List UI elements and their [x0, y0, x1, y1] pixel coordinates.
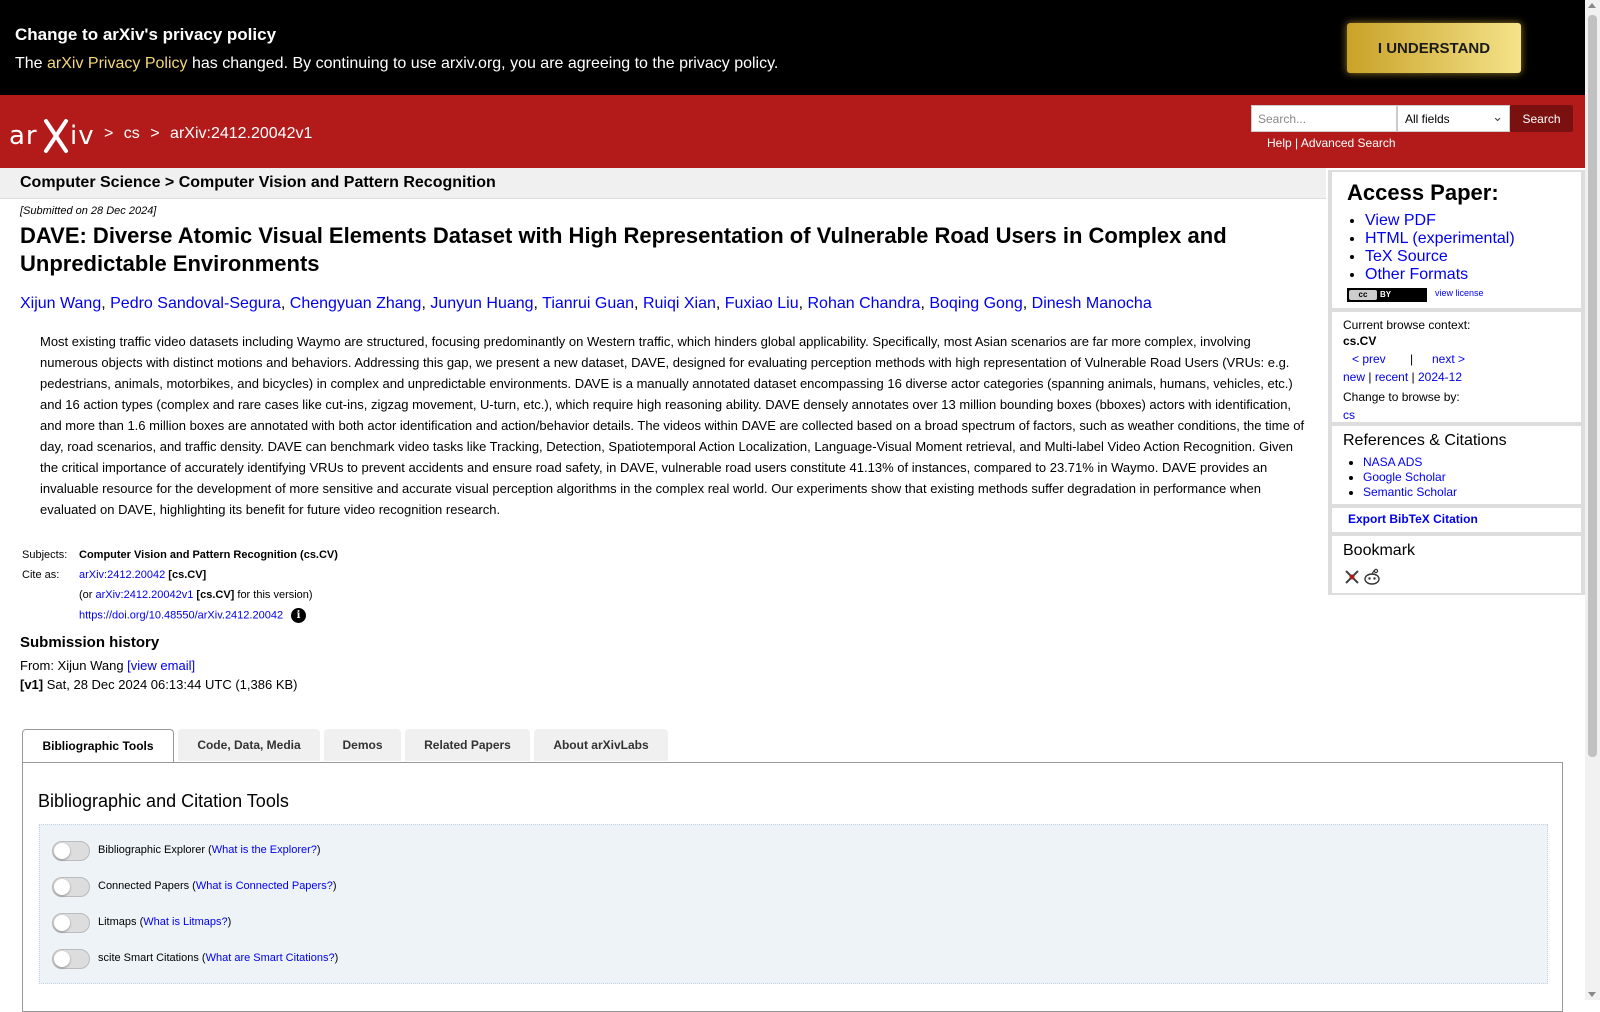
- submission-version: [20, 677, 298, 692]
- tab-about-arxivlabs[interactable]: About arXivLabs: [534, 729, 668, 761]
- semantic-scholar-link[interactable]: Semantic Scholar: [1363, 485, 1458, 499]
- bibsonomy-icon[interactable]: [1343, 568, 1361, 586]
- view-license-link[interactable]: view license: [1435, 288, 1484, 298]
- author-list: Xijun Wang, Pedro Sandoval-Segura, Chengyuan Zhang, Junyun Huang, Tianrui Guan, Ruiqi Xian, Fuxiao Liu, Rohan Chandra, Boqing Gong, Dinesh Manocha: [20, 295, 1152, 312]
- cite-version-category: [cs.CV]: [196, 589, 235, 601]
- privacy-policy-link[interactable]: arXiv Privacy Policy: [47, 55, 188, 72]
- author-link[interactable]: Boqing Gong: [929, 295, 1023, 312]
- version-date: Sat, 28 Dec 2024 06:13:44 UTC (1,386 KB): [43, 677, 298, 692]
- breadcrumb-sep: >: [104, 125, 114, 142]
- help-link[interactable]: Help: [1267, 136, 1292, 150]
- privacy-text-after: has changed. By continuing to use arxiv.org, you are agreeing to the privacy policy.: [187, 55, 779, 72]
- submission-history-title: Submission history: [20, 634, 160, 651]
- doi-link[interactable]: https://doi.org/10.48550/arXiv.2412.20042: [79, 609, 284, 622]
- nasa-ads-link[interactable]: NASA ADS: [1363, 455, 1423, 469]
- version-label: [v1]: [20, 677, 44, 692]
- submission-from: [20, 658, 195, 673]
- access-paper-box: [1332, 172, 1581, 308]
- search-help-links: [1267, 136, 1396, 150]
- metadata-table: [20, 545, 340, 626]
- tool-name: scite Smart Citations: [98, 952, 199, 964]
- tex-source-link[interactable]: TeX Source: [1365, 248, 1448, 265]
- breadcrumb-cs[interactable]: cs: [123, 125, 140, 142]
- info-icon[interactable]: i: [291, 608, 306, 623]
- breadcrumb-paper-id: arXiv:2412.20042v1: [170, 125, 313, 142]
- export-box: [1332, 508, 1581, 532]
- paper-title: DAVE: Diverse Atomic Visual Elements Dataset with High Representation of Vulnerable Road Users in Complex and Unpredictable Environments: [20, 223, 1227, 276]
- cite-as-label: Cite as:: [22, 569, 60, 581]
- arxiv-logo[interactable]: [8, 115, 100, 155]
- cite-category: [cs.CV]: [168, 569, 207, 581]
- change-browse-label: Change to browse by:: [1343, 390, 1460, 404]
- author-link[interactable]: Fuxiao Liu: [724, 295, 799, 312]
- bookmark-title: Bookmark: [1343, 542, 1416, 559]
- view-email-link[interactable]: [view email]: [127, 658, 196, 673]
- author-link[interactable]: Chengyuan Zhang: [289, 295, 422, 312]
- privacy-text-before: The: [15, 55, 48, 72]
- bookmark-box: [1332, 536, 1581, 593]
- search-input[interactable]: Search...: [1251, 105, 1397, 132]
- category-subheader: [0, 168, 1326, 199]
- cite-version-link[interactable]: arXiv:2412.20042v1: [95, 589, 194, 601]
- cc-badge-label: BY: [1380, 290, 1392, 299]
- tab-bibliographic-tools[interactable]: Bibliographic Tools: [22, 729, 174, 763]
- references-title: References & Citations: [1343, 432, 1507, 449]
- subjects-value: Computer Vision and Pattern Recognition (cs.CV): [79, 549, 338, 561]
- cc-icon: cc: [1349, 290, 1377, 300]
- cite-version-suffix: for this version): [234, 589, 313, 601]
- author-link[interactable]: Pedro Sandoval-Segura: [110, 295, 281, 312]
- connected-papers-toggle[interactable]: [52, 877, 90, 897]
- browse-context-label: Current browse context:: [1343, 318, 1471, 332]
- submission-dateline: [Submitted on 28 Dec 2024]: [20, 205, 157, 217]
- help-sep: |: [1291, 136, 1301, 150]
- search-field-value: All fields: [1405, 112, 1450, 126]
- litmaps-toggle[interactable]: [52, 913, 90, 933]
- abstract: Most existing traffic video datasets including Waymo are structured, focusing predominantly on Western traffic, which hinders global applicability. Specifically, most Asian scenarios are far more complex, involving numerous objects with distinct motions and behaviors. Addressing this gap, we present a new dataset, DAVE, designed for evaluating perception methods with high representation of Vulnerable Road Users (VRUs: e.g. pedestrians, animals, motorbikes, and bicycles) in complex and unpredictable environments. DAVE is a manually annotated dataset encompassing 16 diverse actor categories (spanning animals, humans, vehicles, etc.) and 16 action types (complex and rare cases like cut-ins, zigzag movement, U-turn, etc.), which require high reasoning ability. DAVE densely annotates over 13 million bounding boxes (bboxes) actors with identification, and more than 1.6 million boxes are annotated with both actor identification and action/behavior details. The videos within DAVE are collected based on a broad spectrum of factors, such as weather conditions, the time of day, road scenarios, and traffic density. DAVE can benchmark video tasks like Tracking, Detection, Spatiotemporal Action Localization, Language-Visual Moment retrieval, and Multi-label Video Action Recognition. Given the critical importance of accurately identifying VRUs to prevent accidents and ensure road safety, in DAVE, vulnerable road users constitute 41.13% of instances, compared to 23.71% in Waymo. DAVE provides an invaluable resource for the development of more sensitive and accurate visual perception algorithms in the complex real world. Our experiments show that existing methods suffer degradation in performance when evaluated on DAVE, highlighting its benefit for future video recognition research.: [40, 334, 1305, 517]
- export-bibtex-link[interactable]: Export BibTeX Citation: [1348, 512, 1478, 526]
- chevron-down-icon: ⌄: [1492, 109, 1503, 124]
- author-link[interactable]: Xijun Wang: [20, 295, 102, 312]
- scroll-down-icon[interactable]: [1588, 992, 1596, 997]
- search-button[interactable]: Search: [1510, 105, 1573, 132]
- browse-cs-link[interactable]: cs: [1343, 408, 1355, 422]
- author-link[interactable]: Junyun Huang: [430, 295, 534, 312]
- privacy-banner-title: Change to arXiv's privacy policy: [15, 25, 277, 44]
- reddit-icon[interactable]: [1363, 568, 1381, 586]
- category-breadcrumb: Computer Science > Computer Vision and Pattern Recognition: [20, 174, 496, 191]
- new-link[interactable]: new: [1343, 370, 1366, 384]
- author-link[interactable]: Rohan Chandra: [807, 295, 921, 312]
- svg-text:iv: iv: [70, 121, 95, 151]
- prev-link[interactable]: < prev: [1352, 352, 1386, 366]
- privacy-banner-text: [15, 55, 778, 73]
- prev-next-sep: |: [1410, 352, 1414, 366]
- tool-name: Bibliographic Explorer: [98, 844, 205, 856]
- tool-info-link[interactable]: What are Smart Citations?: [205, 952, 335, 964]
- tab-demos[interactable]: Demos: [324, 729, 401, 761]
- author-link[interactable]: Tianrui Guan: [542, 295, 635, 312]
- tool-name: Connected Papers: [98, 880, 190, 892]
- advanced-search-link[interactable]: Advanced Search: [1300, 136, 1396, 150]
- scite-toggle[interactable]: [52, 949, 90, 969]
- recent-link[interactable]: recent: [1374, 370, 1409, 384]
- month-link[interactable]: 2024-12: [1417, 370, 1463, 384]
- breadcrumb: [104, 125, 318, 143]
- page-scrollbar[interactable]: [1585, 0, 1600, 1000]
- cc-license-badge[interactable]: [1347, 288, 1427, 302]
- tab-panel-title: Bibliographic and Citation Tools: [38, 791, 289, 811]
- scroll-up-icon[interactable]: [1588, 3, 1596, 8]
- breadcrumb-sep: >: [150, 125, 160, 142]
- tool-info-link[interactable]: What is the Explorer?: [211, 844, 317, 856]
- cite-id-link[interactable]: arXiv:2412.20042: [79, 569, 166, 581]
- other-formats-link[interactable]: Other Formats: [1365, 266, 1469, 283]
- next-link[interactable]: next >: [1432, 352, 1466, 366]
- google-scholar-link[interactable]: Google Scholar: [1363, 470, 1446, 484]
- tool-name: Litmaps: [98, 916, 137, 928]
- scrollbar-thumb[interactable]: [1588, 15, 1597, 757]
- svg-text:ar: ar: [9, 121, 38, 151]
- tool-info-link[interactable]: What is Litmaps?: [143, 916, 228, 928]
- search-field-select[interactable]: [1397, 105, 1510, 132]
- author-link[interactable]: Dinesh Manocha: [1031, 295, 1152, 312]
- author-link[interactable]: Ruiqi Xian: [642, 295, 716, 312]
- sidebar: [1328, 170, 1585, 595]
- html-link[interactable]: HTML (experimental): [1365, 230, 1515, 247]
- tools-list: Bibliographic Explorer (What is the Explorer?) Connected Papers (What is Connected Papers?) Litmaps (What is Litmaps?) scite Smart Citations (What are Smart Citations?): [39, 824, 1548, 984]
- browse-context-value: cs.CV: [1343, 334, 1377, 348]
- tab-code-data-media[interactable]: Code, Data, Media: [178, 729, 320, 761]
- browse-context-box: Current browse context: cs.CV < prev | next > new | recent | 2024-12 Change to browse by: cs: [1332, 312, 1581, 422]
- tab-related-papers[interactable]: Related Papers: [405, 729, 530, 761]
- bibliographic-explorer-toggle[interactable]: [52, 841, 90, 861]
- cite-or-text: (or: [79, 589, 96, 601]
- subjects-label: Subjects:: [22, 549, 68, 561]
- tool-info-link[interactable]: What is Connected Papers?: [195, 880, 333, 892]
- i-understand-button[interactable]: I UNDERSTAND: [1347, 23, 1521, 73]
- access-paper-title: Access Paper:: [1347, 180, 1499, 205]
- privacy-banner: [0, 0, 1585, 95]
- view-pdf-link[interactable]: View PDF: [1365, 212, 1436, 229]
- tab-panel: [22, 762, 1563, 1012]
- references-box: [1332, 426, 1581, 504]
- submission-from-label: From: Xijun Wang: [20, 658, 128, 673]
- site-header: [0, 95, 1585, 168]
